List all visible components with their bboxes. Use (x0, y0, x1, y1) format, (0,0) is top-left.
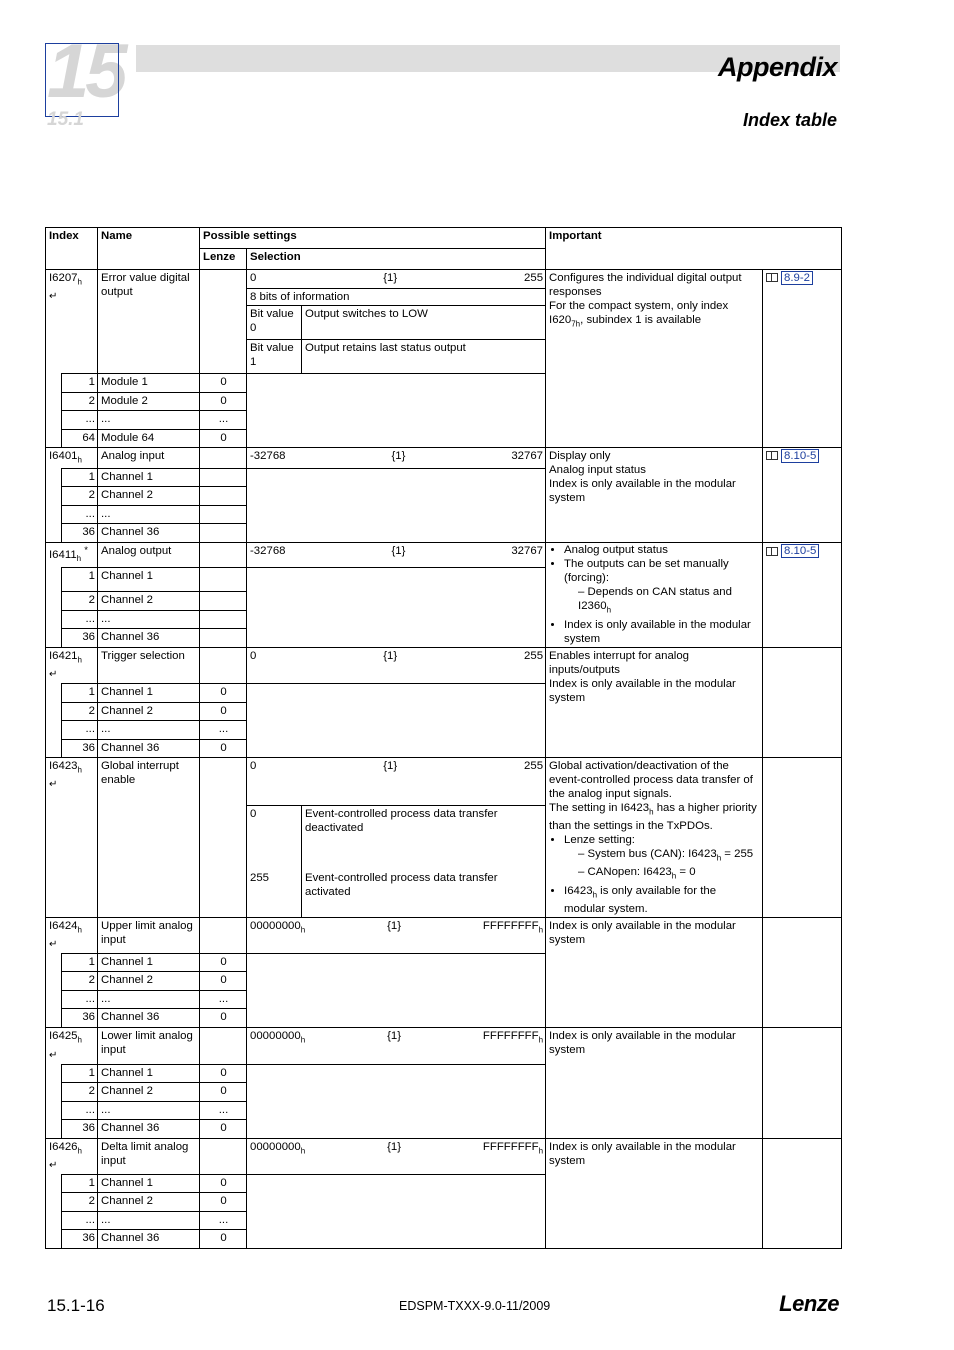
subindex-cell: ... (62, 411, 98, 430)
subindex-cell: 36 (62, 628, 98, 647)
page-title: Appendix (717, 52, 837, 82)
important-cell: Index is only available in the modular system (546, 917, 763, 1027)
subindex-lenze: ... (200, 411, 247, 430)
reference-cell[interactable] (763, 543, 842, 647)
subindex-name: Channel 1 (98, 568, 200, 591)
index-cell: $I6411_h$ * (46, 543, 98, 568)
subindex-lenze: 0 (200, 430, 247, 448)
subindex-lenze: 0 (200, 1119, 247, 1138)
important-cell: Index is only available in the modular system (546, 1138, 763, 1248)
subindex-name: ... (98, 720, 200, 739)
range-cell: 0 {1} 255 (247, 757, 546, 805)
subindex-lenze (200, 487, 247, 506)
subindex-name: Module 64 (98, 430, 200, 448)
subindex-cell: ... (62, 1101, 98, 1119)
chapter-box (45, 43, 119, 117)
book-icon (766, 547, 778, 556)
subindex-cell: ... (62, 1211, 98, 1229)
section-number: 15.1 (47, 109, 84, 130)
subindex-name: Module 1 (98, 374, 200, 393)
index-cell: $I6426_h$ ↵ (46, 1138, 98, 1174)
subindex-lenze (200, 469, 247, 487)
subindex-cell: 1 (62, 1174, 98, 1192)
subindex-name: ... (98, 411, 200, 430)
subindex-lenze (200, 628, 247, 647)
header-selection: Selection (247, 249, 546, 270)
range-cell: 0 {1} 255 (247, 647, 546, 683)
subindex-cell: 2 (62, 591, 98, 610)
subindex-name: Channel 2 (98, 1082, 200, 1101)
subindex-name: Channel 1 (98, 1174, 200, 1192)
index-cell: $I6401_h$ (46, 448, 98, 469)
name-cell: Delta limit analog input (98, 1138, 200, 1174)
name-cell: Lower limit analog input (98, 1028, 200, 1064)
reference-link[interactable]: 8.10-5 (781, 449, 819, 463)
lenze-cell (200, 270, 247, 374)
important-cell: Enables interrupt for analog inputs/outputs Index is only available in the modular system (546, 647, 763, 757)
option-text: Event-controlled process data transfer deactivated (302, 805, 546, 869)
subindex-name: Channel 2 (98, 487, 200, 506)
subindex-cell: ... (62, 991, 98, 1009)
enter-icon: ↵ (49, 291, 58, 303)
important-cell: • Analog output status • The outputs can be set manually (forcing): – Depends on CAN status and $I2360_h$ • Index is only available in the modular system (546, 543, 763, 647)
bit-value-text: Output retains last status output (302, 340, 546, 374)
subindex-name: ... (98, 1101, 200, 1119)
enter-icon: ↵ (49, 1159, 58, 1171)
name-cell: Upper limit analog input (98, 917, 200, 953)
book-icon (766, 273, 778, 282)
subindex-cell: 1 (62, 954, 98, 972)
enter-icon: ↵ (49, 1049, 58, 1061)
subindex-cell: ... (62, 506, 98, 524)
range-cell: $00000000_h$ {1} $FFFFFFFF_h$ (247, 917, 546, 953)
option-value: 255 (247, 870, 302, 918)
header-important: Important (546, 228, 842, 270)
subindex-cell: 2 (62, 702, 98, 720)
subindex-cell: ... (62, 720, 98, 739)
important-cell: Global activation/deactivation of the event-controlled process data transfer of the analog input signals. The setting in $I6423_h$ has a higher priority than the settings in the TxPDOs. • Lenze setting: – System bus (CAN): $I6423_h = 255$ – CANopen: $I6423_h = 0$ • $I6423_h$ is only available for the modular system. (546, 757, 763, 917)
header-index: Index (46, 228, 98, 270)
index-cell: $I6423_h$ ↵ (46, 757, 98, 917)
index-cell: $I6424_h$ ↵ (46, 917, 98, 953)
important-cell: Index is only available in the modular system (546, 1028, 763, 1138)
name-cell: Trigger selection (98, 647, 200, 683)
chapter-number: 15 (47, 29, 124, 114)
subindex-cell: 2 (62, 1192, 98, 1211)
subindex-cell: 36 (62, 524, 98, 543)
index-cell: $I6425_h$ ↵ (46, 1028, 98, 1064)
subindex-lenze: 0 (200, 1082, 247, 1101)
subindex-name: Channel 36 (98, 628, 200, 647)
subindex-name: Channel 1 (98, 683, 200, 702)
important-cell: Configures the individual digital output responses For the compact system, only index $I620_{7h}$, subindex 1 is available (546, 270, 763, 448)
subindex-cell: 1 (62, 469, 98, 487)
range-cell: -32768 {1} 32767 (247, 448, 546, 469)
subindex-lenze (200, 610, 247, 628)
subindex-name: Channel 36 (98, 524, 200, 543)
subindex-lenze: 0 (200, 683, 247, 702)
subindex-lenze (200, 506, 247, 524)
subindex-cell: ... (62, 610, 98, 628)
subindex-name: Channel 1 (98, 954, 200, 972)
subindex-name: ... (98, 506, 200, 524)
subindex-lenze: 0 (200, 702, 247, 720)
subindex-lenze: ... (200, 991, 247, 1009)
subindex-lenze: 0 (200, 739, 247, 757)
name-cell: Error value digital output (98, 270, 200, 374)
subindex-name: Channel 1 (98, 469, 200, 487)
subindex-lenze: 0 (200, 954, 247, 972)
enter-icon: ↵ (49, 939, 58, 951)
subindex-lenze (200, 568, 247, 591)
important-cell: Display only Analog input status Index is only available in the modular system (546, 448, 763, 543)
subindex-name: Channel 2 (98, 702, 200, 720)
subindex-cell: 1 (62, 683, 98, 702)
subindex-lenze: 0 (200, 374, 247, 393)
subindex-lenze: 0 (200, 1064, 247, 1082)
subindex-name: Channel 36 (98, 1229, 200, 1248)
name-cell: Analog output (98, 543, 200, 568)
subindex-lenze: ... (200, 1101, 247, 1119)
enter-icon: ↵ (49, 668, 58, 680)
reference-link[interactable]: 8.9-2 (781, 271, 813, 285)
subindex-name: Channel 2 (98, 972, 200, 991)
subindex-cell: 1 (62, 568, 98, 591)
subindex-lenze: ... (200, 720, 247, 739)
page-number: 15.1-16 (47, 1296, 105, 1315)
index-cell: $I6207_h$ ↵ (46, 270, 98, 374)
book-icon (766, 451, 778, 460)
bit-value-text: Output switches to LOW (302, 306, 546, 340)
subindex-cell: 1 (62, 1064, 98, 1082)
page-subtitle: Index table (742, 110, 837, 130)
range-cell: $00000000_h$ {1} $FFFFFFFF_h$ (247, 1138, 546, 1174)
subindex-lenze: 0 (200, 1009, 247, 1028)
index-cell: $I6421_h$ ↵ (46, 647, 98, 683)
subindex-name: Channel 36 (98, 1009, 200, 1028)
subindex-name: ... (98, 991, 200, 1009)
header-name: Name (98, 228, 200, 270)
subindex-lenze (200, 591, 247, 610)
subindex-cell: 36 (62, 1119, 98, 1138)
subindex-name: Channel 2 (98, 591, 200, 610)
subindex-cell: 1 (62, 374, 98, 393)
subindex-lenze: 0 (200, 1229, 247, 1248)
header-possible-settings: Possible settings (200, 228, 546, 249)
document-id: EDSPM-TXXX-9.0-11/2009 (399, 1299, 551, 1313)
reference-cell[interactable] (763, 448, 842, 543)
subindex-cell: 2 (62, 487, 98, 506)
subindex-name: Channel 36 (98, 739, 200, 757)
bit-value-label: Bit value 0 (247, 306, 302, 340)
subindex-cell: 36 (62, 1009, 98, 1028)
subindex-lenze: 0 (200, 1192, 247, 1211)
header-lenze: Lenze (200, 249, 247, 270)
reference-link[interactable]: 8.10-5 (781, 544, 819, 558)
subindex-cell: 2 (62, 972, 98, 991)
range-cell: 0 {1} 255 (247, 270, 546, 289)
name-cell: Global interrupt enable (98, 757, 200, 917)
subindex-cell: 2 (62, 393, 98, 411)
option-value: 0 (247, 805, 302, 869)
subindex-name: ... (98, 610, 200, 628)
subindex-name: Channel 36 (98, 1119, 200, 1138)
index-table (45, 227, 842, 1249)
enter-icon: ↵ (49, 779, 58, 791)
subindex-lenze (200, 524, 247, 543)
subindex-lenze: 0 (200, 972, 247, 991)
subindex-lenze: ... (200, 1211, 247, 1229)
subindex-cell: 36 (62, 739, 98, 757)
range-cell: -32768 {1} 32767 (247, 543, 546, 568)
subindex-name: Channel 1 (98, 1064, 200, 1082)
subindex-lenze: 0 (200, 1174, 247, 1192)
subindex-cell: 64 (62, 430, 98, 448)
subindex-cell: 36 (62, 1229, 98, 1248)
option-text: Event-controlled process data transfer activated (302, 870, 546, 918)
selection-info: 8 bits of information (247, 289, 546, 306)
subindex-cell: 2 (62, 1082, 98, 1101)
subindex-lenze: 0 (200, 393, 247, 411)
lenze-logo: Lenze (779, 1291, 839, 1316)
bit-value-label: Bit value 1 (247, 340, 302, 374)
subindex-name: Module 2 (98, 393, 200, 411)
subindex-name: Channel 2 (98, 1192, 200, 1211)
name-cell: Analog input (98, 448, 200, 469)
range-cell: $00000000_h$ {1} $FFFFFFFF_h$ (247, 1028, 546, 1064)
subindex-name: ... (98, 1211, 200, 1229)
reference-cell[interactable] (763, 270, 842, 448)
